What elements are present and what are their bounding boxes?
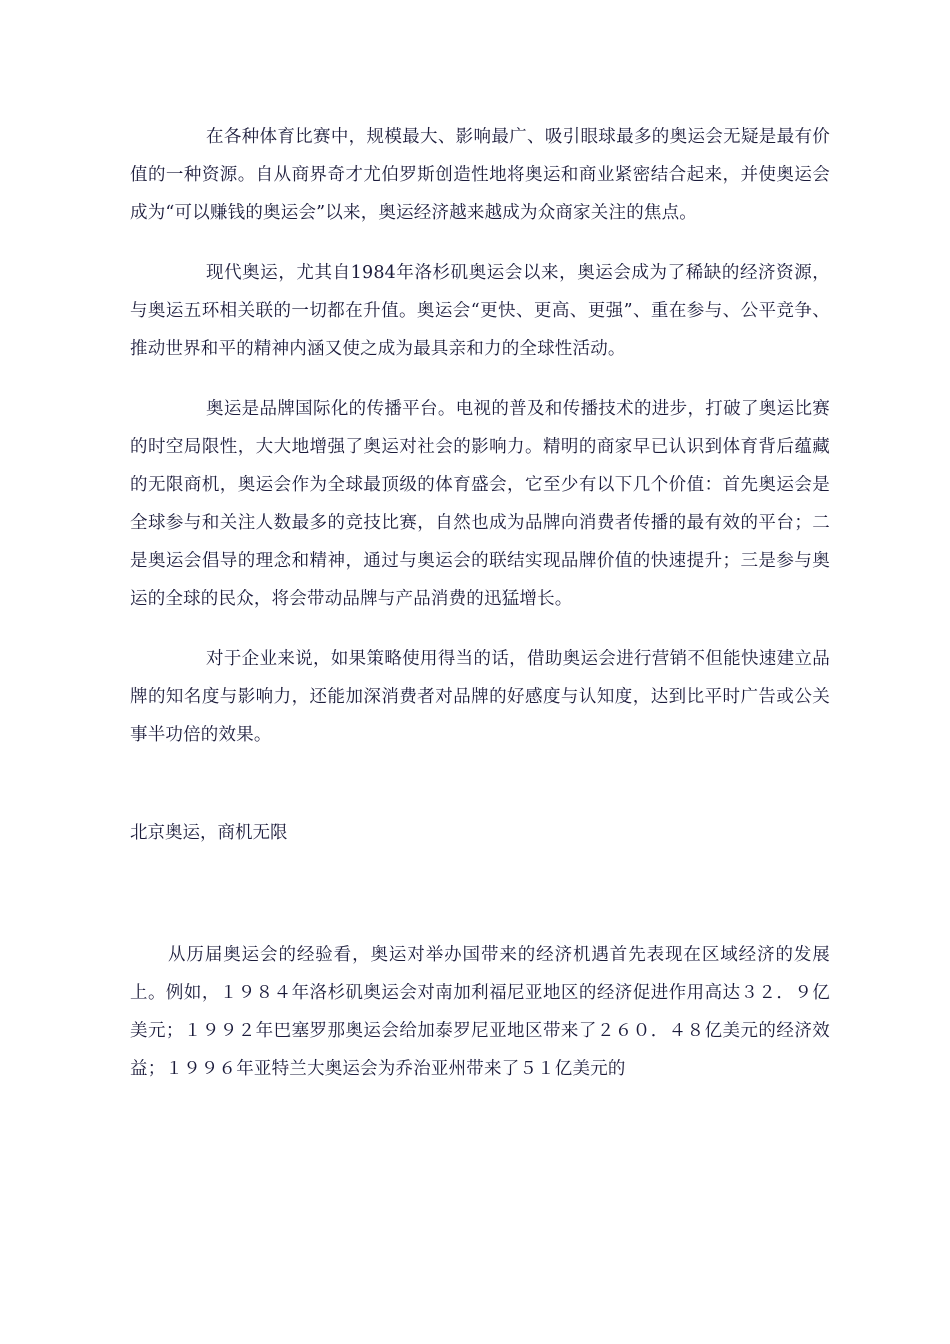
section-heading: 北京奥运，商机无限 [130,823,288,843]
section-spacer [130,754,830,814]
paragraph-modern-olympics: 现代奥运，尤其自1984年洛杉矶奥运会以来，奥运会成为了稀缺的经济资源，与奥运五环相关联的一切都在升值。奥运会“更快、更高、更强”、重在参与、公平竞争、推动世界和平的精神内涵又使之成为最具亲和力的全球性活动。 [130,263,830,359]
paragraph-enterprise-marketing: 对于企业来说，如果策略使用得当的话，借助奥运会进行营销不但能快速建立品牌的知名度与影响力，还能加深消费者对品牌的好感度与认知度，达到比平时广告或公关事半功倍的效果。 [130,649,830,745]
paragraph-spacer [130,618,830,640]
document-page [130,118,830,1088]
paragraph-spacer [130,368,830,390]
paragraph-regional-economy: 从历届奥运会的经验看，奥运对举办国带来的经济机遇首先表现在区域经济的发展上。例如，１９８４年洛杉矶奥运会对南加利福尼亚地区的经济促进作用高达３２．９亿美元；１９９２年巴塞罗那奥运会给加泰罗尼亚地区带来了２６０．４８亿美元的经济效益；１９９６年亚特兰大奥运会为乔治亚州带来了５１亿美元的 [130,945,830,1079]
paragraph-brand-platform: 奥运是品牌国际化的传播平台。电视的普及和传播技术的进步，打破了奥运比赛的时空局限性，大大地增强了奥运对社会的影响力。精明的商家早已认识到体育背后蕴藏的无限商机，奥运会作为全球最顶级的体育盛会，它至少有以下几个价值：首先奥运会是全球参与和关注人数最多的竞技比赛，自然也成为品牌向消费者传播的最有效的平台；二是奥运会倡导的理念和精神，通过与奥运会的联结实现品牌价值的快速提升；三是参与奥运的全球的民众，将会带动品牌与产品消费的迅猛增长。 [130,399,830,609]
paragraph-spacer [130,232,830,254]
section-spacer [130,852,830,936]
paragraph-olympic-value: 在各种体育比赛中，规模最大、影响最广、吸引眼球最多的奥运会无疑是最有价值的一种资源。自从商界奇才尤伯罗斯创造性地将奥运和商业紧密结合起来，并使奥运会成为“可以赚钱的奥运会”以来，奥运经济越来越成为众商家关注的焦点。 [130,127,830,223]
